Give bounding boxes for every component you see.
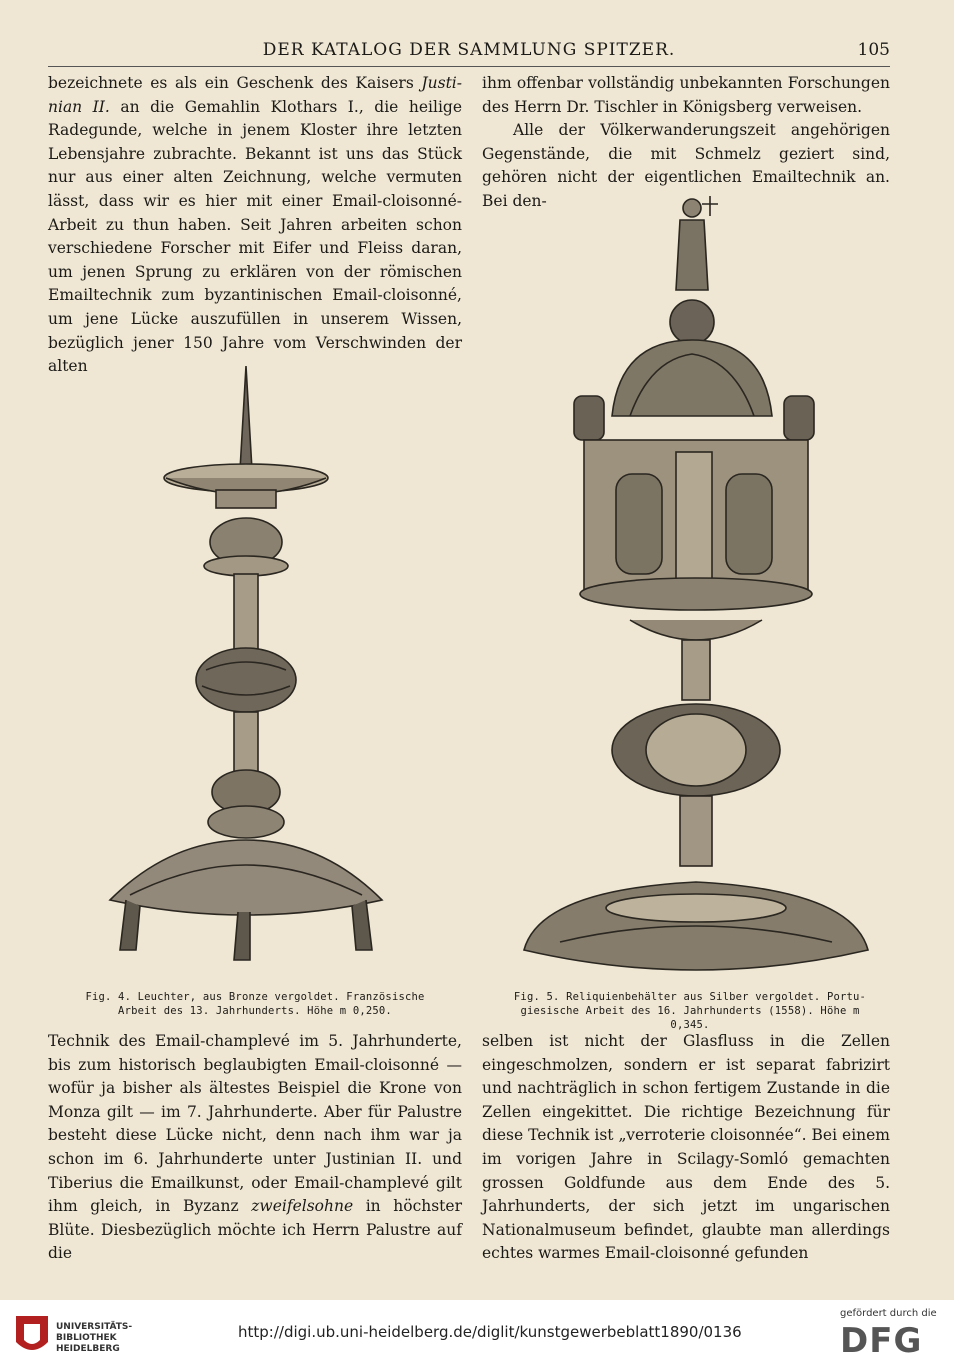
library-emblem-icon bbox=[14, 1314, 50, 1358]
left-column-bottom bbox=[48, 1030, 462, 1266]
university-name bbox=[56, 1322, 132, 1355]
paragraph bbox=[48, 72, 462, 379]
text-run: in höchster Blüte. Diesbezüglich möchte ich Herrn Palustre auf die bbox=[48, 1197, 462, 1263]
caption-line: Fig. 5. Reliquienbehälter aus Silber vergoldet. Portu- bbox=[513, 991, 867, 1003]
italic-word: zweifelsohne bbox=[251, 1197, 354, 1216]
paragraph: Alle der Völkerwanderungszeit angehörigen Gegenstände, die mit Schmelz geziert sind, gehören nicht der eigentlichen Emailtechnik an. Bei den- bbox=[482, 121, 890, 210]
text-run: bezeichnete es als ein Geschenk des Kaisers bbox=[48, 74, 422, 92]
paragraph: ihm offenbar vollständig unbekannten Forschungen des Herrn Dr. Tischler in Königsberg verweisen. bbox=[482, 74, 890, 116]
candlestick-illustration bbox=[70, 360, 440, 980]
running-header bbox=[48, 40, 890, 67]
reliquary-illustration bbox=[500, 190, 880, 990]
right-column-bottom bbox=[482, 1030, 890, 1266]
text-run: Technik des Email-champlevé im 5. Jahrhunderte, bis zum historisch beglaubigten Email-cloisonné — wofür ja bisher als ältestes Beispiel die Krone von Monza gilt — im 7. Jahrhunderte. Aber für Palustre besteht diese Lücke nicht, denn nach ihm war ja schon im 6. Jahrhunderte unter Justinian II. und Tiberius die Emailkunst, oder Email-champlevé gilt ihm gleich, in Byzanz bbox=[48, 1032, 462, 1216]
paragraph bbox=[48, 1030, 462, 1266]
italic-name: Justi-nian II. bbox=[48, 74, 462, 116]
left-column-top bbox=[48, 72, 462, 379]
page-number: 105 bbox=[857, 40, 890, 60]
running-title: DER KATALOG DER SAMMLUNG SPITZER. bbox=[262, 40, 676, 60]
digitization-footer bbox=[0, 1300, 954, 1372]
caption-line: Arbeit des 13. Jahrhunderts. Höhe m 0,250. bbox=[118, 1005, 392, 1017]
dfg-logo bbox=[840, 1308, 950, 1359]
figure-4-caption bbox=[70, 990, 440, 1018]
figure-5-caption bbox=[500, 990, 880, 1032]
text-run: an die Gemahlin Klothars I., die heilige Radegunde, welche in jenem Kloster ihre letzten Lebensjahre zubrachte. Bekannt ist uns das Stück nur aus einer alten Zeichnung, welche vermuten lässt, dass wir es hier mit einer Email-cloisonné-Arbeit zu thun haben. Seit Jahren arbeiten schon verschiedene Forscher mit Eifer und Fleiss daran, um jenen Sprung zu erklären von der römischen Emailtechnik zum byzantinischen Email-cloisonné, um jene Lücke auszufüllen in unserem Wissen, bezüglich jener 150 Jahre vom Verschwinden der alten bbox=[48, 97, 462, 376]
dfg-wordmark: DFG bbox=[840, 1321, 923, 1361]
name-line: UNIVERSITÄTS- bbox=[56, 1322, 133, 1332]
funding-note: gefördert durch die bbox=[840, 1308, 937, 1319]
permalink[interactable]: http://digi.ub.uni-heidelberg.de/diglit/kunstgewerbeblatt1890/0136 bbox=[238, 1323, 742, 1341]
caption-line: giesische Arbeit des 16. Jahrhunderts (1558). Höhe m 0,345. bbox=[520, 1005, 860, 1031]
caption-line: Fig. 4. Leuchter, aus Bronze vergoldet. Französische bbox=[85, 991, 425, 1003]
name-line: BIBLIOTHEK bbox=[56, 1333, 117, 1343]
paragraph: selben ist nicht der Glasfluss in die Zellen eingeschmolzen, sondern er ist separat fabrizirt und nachträglich in schon fertigem Zustande in die Zellen eingekittet. Die richtige Bezeichnung für diese Technik ist „verroterie cloisonnée“. Bei einem im vorigen Jahre in Scilagy-Somló gemachten grossen Goldfunde aus dem Ende des 5. Jahrhunderts, der sich jetzt im ungarischen Nationalmuseum befindet, glaubte man allerdings echtes warmes Email-cloisonné gefunden bbox=[482, 1032, 890, 1263]
name-line: HEIDELBERG bbox=[56, 1344, 120, 1354]
